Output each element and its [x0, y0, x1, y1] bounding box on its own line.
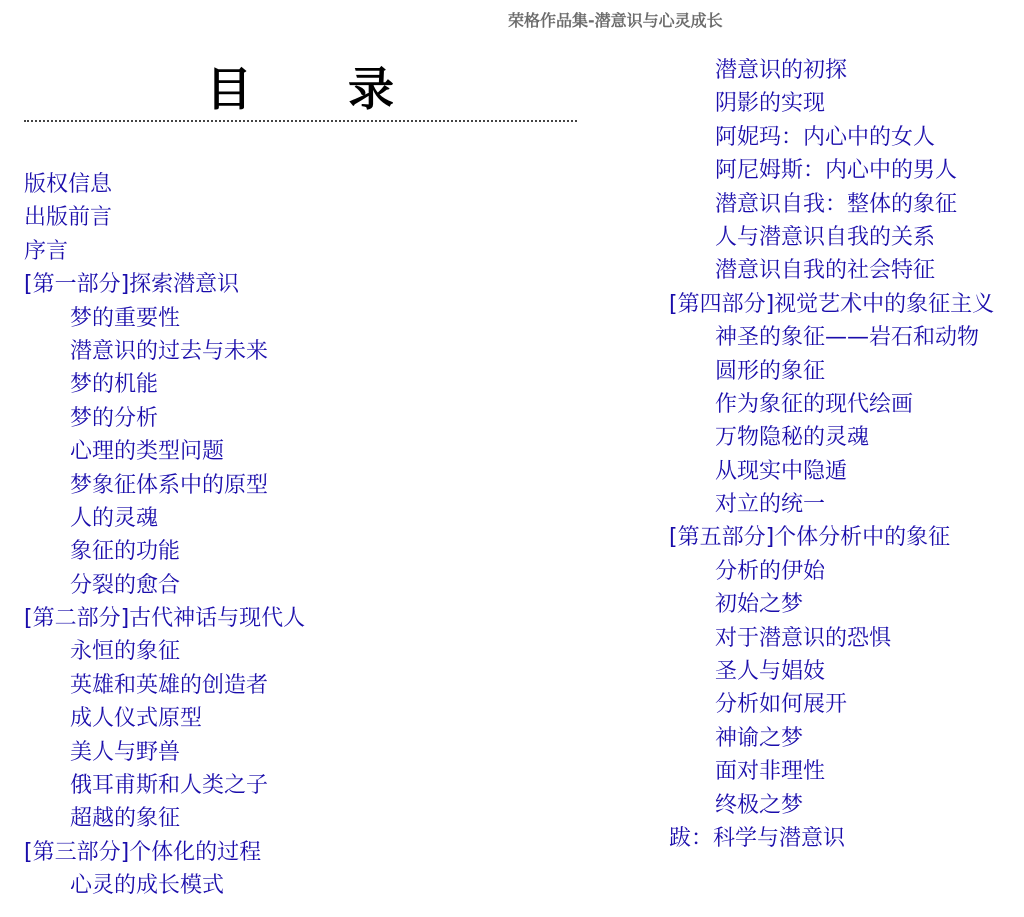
toc-section-link[interactable]: 版权信息	[24, 172, 113, 197]
toc-chapter-link[interactable]: 阴影的实现	[715, 91, 826, 117]
toc-section-link[interactable]: [第二部分]古代神话与现代人	[24, 606, 306, 632]
toc-chapter-link[interactable]: 人与潜意识自我的关系	[715, 224, 936, 250]
toc-chapter-link[interactable]: 潜意识自我：整体的象征	[715, 191, 958, 217]
toc-chapter-link[interactable]: 初始之梦	[715, 592, 804, 618]
toc-left-column	[24, 168, 305, 903]
book-title-header: 荣格作品集-潜意识与心灵成长	[508, 11, 723, 30]
toc-chapter-link[interactable]: 潜意识的过去与未来	[70, 338, 269, 364]
toc-chapter-link[interactable]: 分析的伊始	[715, 558, 826, 584]
toc-chapter-link[interactable]: 潜意识自我的社会特征	[715, 258, 936, 284]
toc-title: 目 录	[205, 62, 434, 116]
toc-chapter-link[interactable]: 心灵的成长模式	[70, 873, 225, 899]
toc-chapter-link[interactable]: 分裂的愈合	[70, 572, 181, 598]
toc-section-link[interactable]: 序言	[24, 238, 69, 264]
toc-chapter-link[interactable]: 潜意识的初探	[715, 58, 848, 83]
toc-chapter-link[interactable]: 分析如何展开	[715, 692, 848, 718]
toc-chapter-link[interactable]: 成人仪式原型	[70, 706, 203, 732]
toc-chapter-link[interactable]: 对于潜意识的恐惧	[715, 625, 892, 651]
toc-section-link[interactable]: 出版前言	[24, 205, 113, 231]
toc-section-link[interactable]: [第三部分]个体化的过程	[24, 839, 262, 865]
toc-chapter-link[interactable]: 对立的统一	[715, 492, 826, 518]
toc-chapter-link[interactable]: 梦的机能	[70, 372, 159, 398]
toc-chapter-link[interactable]: 圆形的象征	[715, 358, 826, 384]
toc-section-link[interactable]: [第一部分]探索潜意识	[24, 272, 240, 298]
toc-chapter-link[interactable]: 神圣的象征——岩石和动物	[715, 325, 980, 351]
dotted-divider	[24, 120, 577, 122]
toc-chapter-link[interactable]: 超越的象征	[70, 806, 181, 832]
toc-chapter-link[interactable]: 俄耳甫斯和人类之子	[70, 773, 269, 799]
toc-chapter-link[interactable]: 梦的重要性	[70, 305, 181, 331]
toc-chapter-link[interactable]: 阿尼姆斯：内心中的男人	[715, 158, 958, 184]
toc-section-link[interactable]: [第五部分]个体分析中的象征	[669, 525, 951, 551]
toc-chapter-link[interactable]: 心理的类型问题	[70, 439, 225, 465]
toc-chapter-link[interactable]: 阿妮玛：内心中的女人	[715, 124, 936, 150]
toc-chapter-link[interactable]: 面对非理性	[715, 759, 826, 785]
toc-section-link[interactable]: [第四部分]视觉艺术中的象征主义	[669, 291, 995, 317]
toc-chapter-link[interactable]: 梦的分析	[70, 405, 159, 431]
toc-chapter-link[interactable]: 英雄和英雄的创造者	[70, 672, 269, 698]
toc-chapter-link[interactable]: 终极之梦	[715, 792, 804, 818]
toc-chapter-link[interactable]: 从现实中隐遁	[715, 458, 848, 484]
toc-chapter-link[interactable]: 万物隐秘的灵魂	[715, 425, 870, 451]
toc-chapter-link[interactable]: 圣人与娼妓	[715, 659, 826, 685]
toc-right-column	[669, 54, 994, 855]
toc-chapter-link[interactable]: 永恒的象征	[70, 639, 181, 665]
toc-chapter-link[interactable]: 美人与野兽	[70, 739, 181, 765]
toc-chapter-link[interactable]: 作为象征的现代绘画	[715, 391, 914, 417]
toc-chapter-link[interactable]: 人的灵魂	[70, 505, 159, 531]
toc-chapter-link[interactable]: 梦象征体系中的原型	[70, 472, 269, 498]
toc-chapter-link[interactable]: 象征的功能	[70, 539, 181, 565]
toc-chapter-link[interactable]: 神谕之梦	[715, 725, 804, 751]
toc-section-link[interactable]: 跋：科学与潜意识	[669, 825, 846, 851]
